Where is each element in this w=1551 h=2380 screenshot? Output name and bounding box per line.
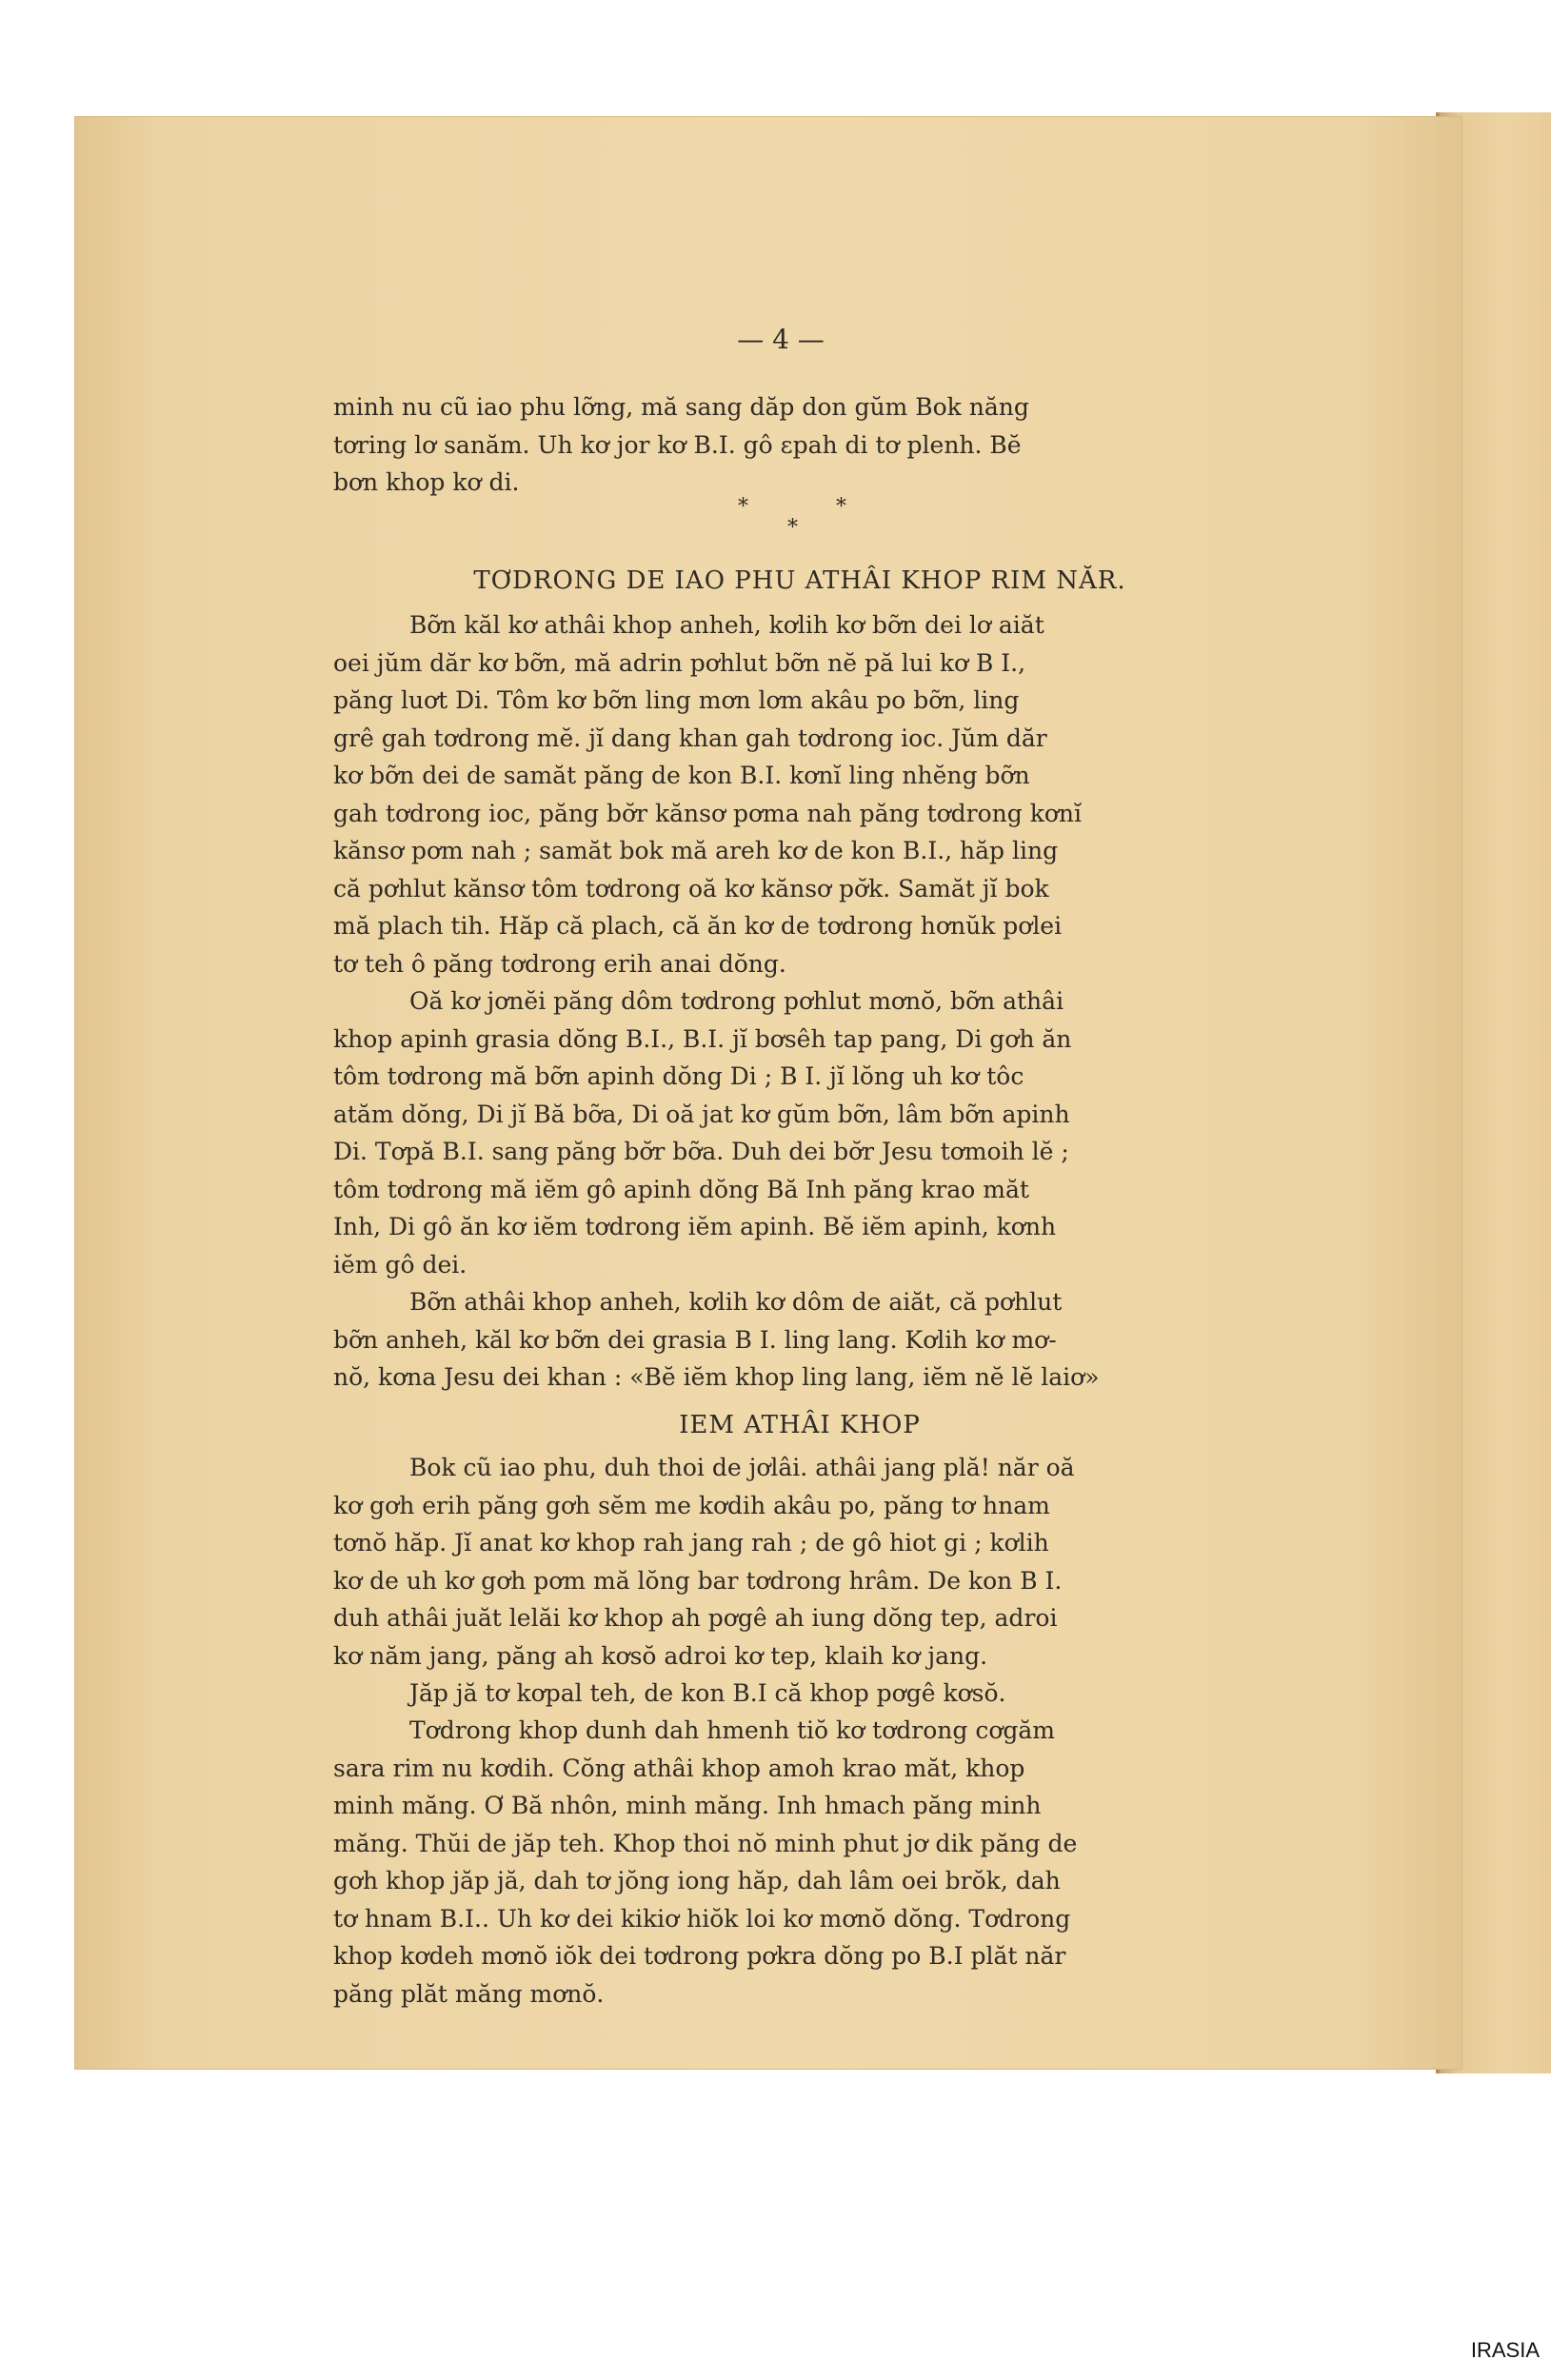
section2-paragraph3 (333, 1712, 1266, 2013)
section2-paragraph1 (333, 1449, 1266, 1675)
text-line: kơ bỡn dei de samăt păng de kon B.I. kơnĭ ling nhĕng bỡn (333, 762, 1030, 789)
text-line: tôm tơdrong mă bỡn apinh dŏng Di ; B I. jĭ lŏng uh kơ tôc (333, 1062, 1024, 1090)
text-line: tôm tơdrong mă iĕm gô apinh dŏng Bă Inh păng krao măt (333, 1175, 1029, 1203)
text-line: tơ teh ô păng tơdrong erih anai dŏng. (333, 949, 786, 978)
text-line: gơh khop jăp jă, dah tơ jŏng iong hăp, dah lâm oei brŏk, dah (333, 1867, 1061, 1894)
text-line: atăm dŏng, Di jĭ Bă bỡa, Di oă jat kơ gŭm bỡn, lâm bỡn apinh (333, 1100, 1070, 1128)
text-line: păng plăt măng mơnŏ. (333, 1979, 605, 2008)
text-line: că pơhlut kănsơ tôm tơdrong oă kơ kănsơ pơ̆k. Samăt jĭ bok (333, 874, 1049, 902)
text-line: sara rim nu kơdih. Cŏng athâi khop amoh krao măt, khop (333, 1754, 1025, 1782)
text-line: Jăp jă tơ kơpal teh, de kon B.I că khop pơgê kơsŏ. (409, 1679, 1006, 1707)
section1-paragraph3 (333, 1283, 1266, 1397)
text-line: kơ gơh erih păng gơh sĕm me kơdih akâu po, păng tơ hnam (333, 1491, 1050, 1519)
text-line: oei jŭm dăr kơ bỡn, mă adrin pơhlut bỡn nĕ pă lui kơ B I., (333, 648, 1026, 677)
text-line: duh athâi juăt lelăi kơ khop ah pơgê ah iung dŏng tep, adroi (333, 1604, 1058, 1632)
text-line: nŏ, kơna Jesu dei khan : «Bĕ iĕm khop ling lang, iĕm nĕ lĕ laiơ» (333, 1363, 1100, 1391)
page-number: — 4 — (737, 324, 825, 355)
text-line: kơ năm jang, păng ah kơsŏ adroi kơ tep, klaih kơ jang. (333, 1641, 988, 1670)
section2-paragraph2 (333, 1675, 1266, 1713)
text-line: Bỡn athâi khop anheh, kơlih kơ dôm de aiăt, că pơhlut (409, 1288, 1063, 1316)
text-line: kơ de uh kơ gơh pơm mă lŏng bar tơdrong hrâm. De kon B I. (333, 1566, 1063, 1595)
text-line: khop kơdeh mơnŏ iŏk dei tơdrong pơkra dŏng po B.I plăt năr (333, 1942, 1066, 1970)
section-heading-must-pray: IEM ATHÂI KHOP (679, 1411, 921, 1439)
text-line: minh măng. Ơ Bă nhôn, minh măng. Inh hmach păng minh (333, 1792, 1042, 1819)
text-line: tơ hnam B.I.. Uh kơ dei kikiơ hiŏk loi kơ mơnŏ dŏng. Tơdrong (333, 1904, 1071, 1933)
text-line: tơring lơ sanăm. Uh kơ jor kơ B.I. gô ɛpah di tơ plenh. Bĕ (333, 430, 1022, 459)
text-line: Bok cũ iao phu, duh thoi de jơlâi. athâi jang plă! năr oă (409, 1454, 1075, 1481)
text-line: minh nu cũ iao phu lỡng, mă sang dăp don gŭm Bok năng (333, 393, 1029, 421)
section-heading-daily-prayer: TƠDRONG DE IAO PHU ATHÂI KHOP RIM NĂR. (473, 566, 1126, 595)
text-line: Di. Tơpă B.I. sang păng bơ̆r bỡa. Duh dei bơ̆r Jesu tơmoih lĕ ; (333, 1138, 1069, 1165)
text-line: khop apinh grasia dŏng B.I., B.I. jĭ bơsêh tap pang, Di gơh ăn (333, 1024, 1072, 1053)
text-line: kănsơ pơm nah ; samăt bok mă areh kơ de kon B.I., hăp ling (333, 837, 1059, 864)
text-line: mă plach tih. Hăp că plach, că ăn kơ de tơdrong hơnŭk pơlei (333, 912, 1063, 940)
text-line: Tơdrong khop dunh dah hmenh tiŏ kơ tơdrong cơgăm (409, 1716, 1056, 1744)
text-line: Bỡn kăl kơ athâi khop anheh, kơlih kơ bỡn dei lơ aiăt (409, 611, 1044, 639)
text-line: Oă kơ jơnĕi păng dôm tơdrong pơhlut mơnŏ, bỡn athâi (409, 987, 1064, 1015)
text-line: Inh, Di gô ăn kơ iĕm tơdrong iĕm apinh. Bĕ iĕm apinh, kơnh (333, 1213, 1057, 1240)
section1-paragraph2 (333, 982, 1266, 1283)
text-line: bơn khop kơ di. (333, 468, 520, 496)
section1-paragraph1 (333, 606, 1266, 982)
text-line: gah tơdrong ioc, păng bơ̆r kănsơ pơma nah păng tơdrong kơnĭ (333, 799, 1083, 827)
text-line: bỡn anheh, kăl kơ bỡn dei grasia B I. ling lang. Kơlih kơ mơ- (333, 1325, 1057, 1354)
text-line: iĕm gô dei. (333, 1250, 467, 1279)
watermark-label: IRASIA (1470, 2338, 1540, 2362)
separator-asterisk: * (787, 516, 798, 540)
text-line: grê gah tơdrong mĕ. jĭ dang khan gah tơdrong ioc. Jŭm dăr (333, 724, 1047, 752)
text-line: tơnŏ hăp. Jĭ anat kơ khop rah jang rah ; de gô hiot gi ; kơlih (333, 1529, 1049, 1557)
separator-asterisk: * (738, 495, 748, 519)
text-line: măng. Thŭi de jăp teh. Khop thoi nŏ minh phut jơ dik păng de (333, 1829, 1078, 1857)
text-line: păng luơt Di. Tôm kơ bỡn ling mơn lơm akâu po bỡn, ling (333, 686, 1020, 714)
separator-asterisk: * (836, 495, 846, 519)
intro-paragraph (333, 388, 1266, 502)
